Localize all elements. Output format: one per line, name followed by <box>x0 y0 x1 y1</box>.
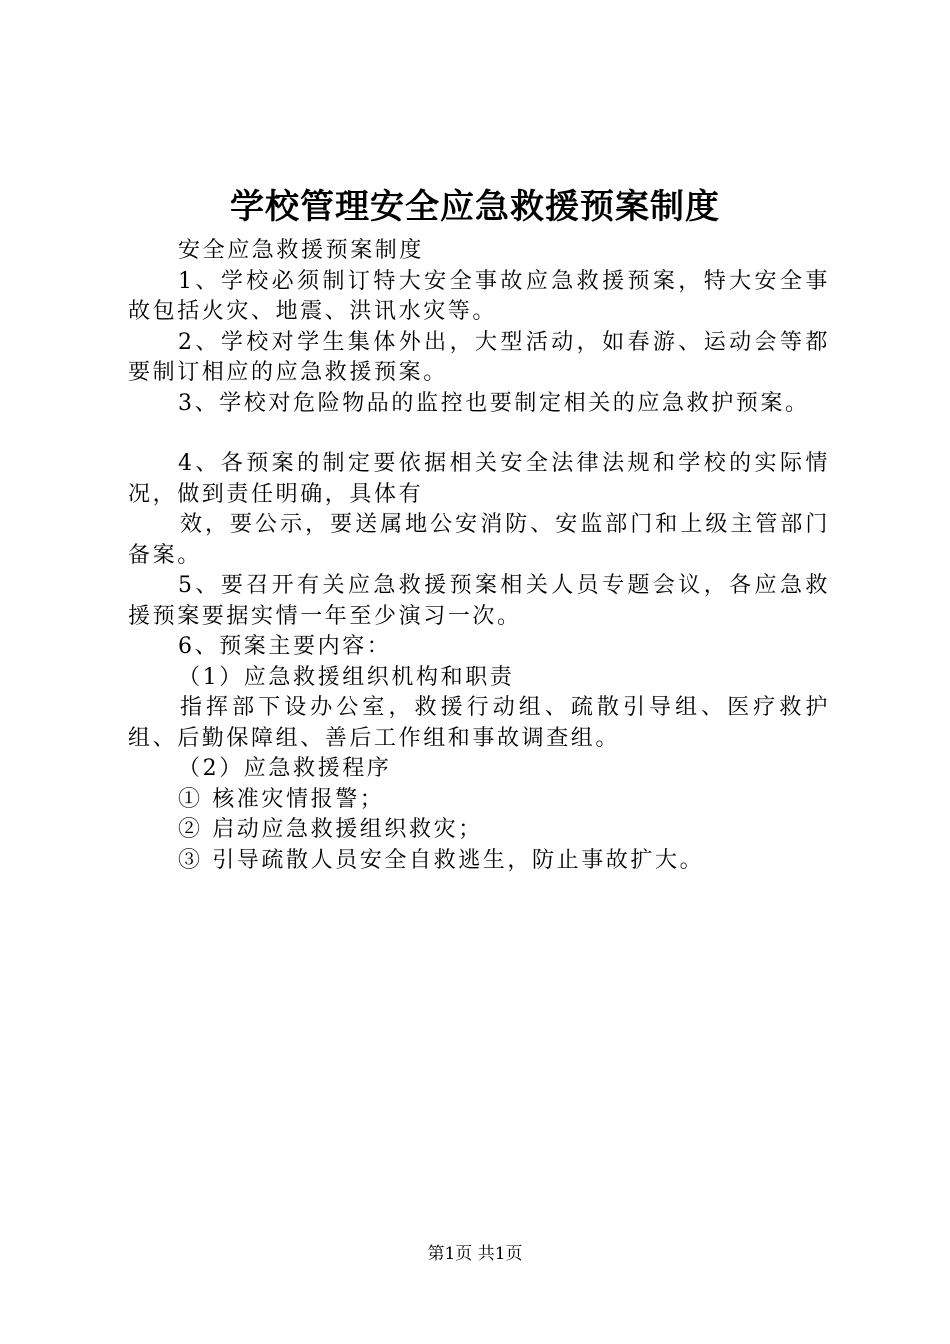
paragraph-item-4-continued: 效，要公示，要送属地公安消防、安监部门和上级主管部门备案。 <box>128 512 830 568</box>
paragraph-heading: 安全应急救援预案制度 <box>178 238 425 263</box>
paragraph-step-2: ② 启动应急救援组织救灾； <box>178 817 483 842</box>
paragraph-item-4: 4、各预案的制定要依据相关安全法律法规和学校的实际情况，做到责任明确，具体有 <box>128 451 830 507</box>
paragraph-item-5: 5、要召开有关应急救援预案相关人员专题会议，各应急救援预案要据实情一年至少演习一次。 <box>128 573 830 629</box>
paragraph-step-1: ① 核准灾情报警； <box>178 786 385 812</box>
document-body <box>128 236 830 876</box>
document-title: 学校管理安全应急救援预案制度 <box>230 187 720 227</box>
paragraph-step-3: ③ 引导疏散人员安全自救逃生，防止事故扩大。 <box>178 847 705 873</box>
page-footer: 第1页 共1页 <box>427 1244 523 1264</box>
paragraph-item-2: 2、学校对学生集体外出，大型活动，如春游、运动会等都要制订相应的应急救援预案。 <box>128 329 830 385</box>
paragraph-subsection-2: （2）应急救援程序 <box>178 756 392 781</box>
paragraph-subsection-1: （1）应急救援组织机构和职责 <box>178 664 515 690</box>
paragraph-subsection-1-text: 指挥部下设办公室，救援行动组、疏散引导组、医疗救护组、后勤保障组、善后工作组和事故调查组。 <box>128 695 830 751</box>
paragraph-item-1: 1、学校必须制订特大安全事故应急救援预案，特大安全事故包括火灾、地震、洪讯水灾等。 <box>128 268 830 324</box>
paragraph-spacer <box>128 419 830 449</box>
paragraph-item-3: 3、学校对危险物品的监控也要制定相关的应急救护预案。 <box>178 390 810 416</box>
paragraph-item-6: 6、预案主要内容： <box>178 634 392 659</box>
